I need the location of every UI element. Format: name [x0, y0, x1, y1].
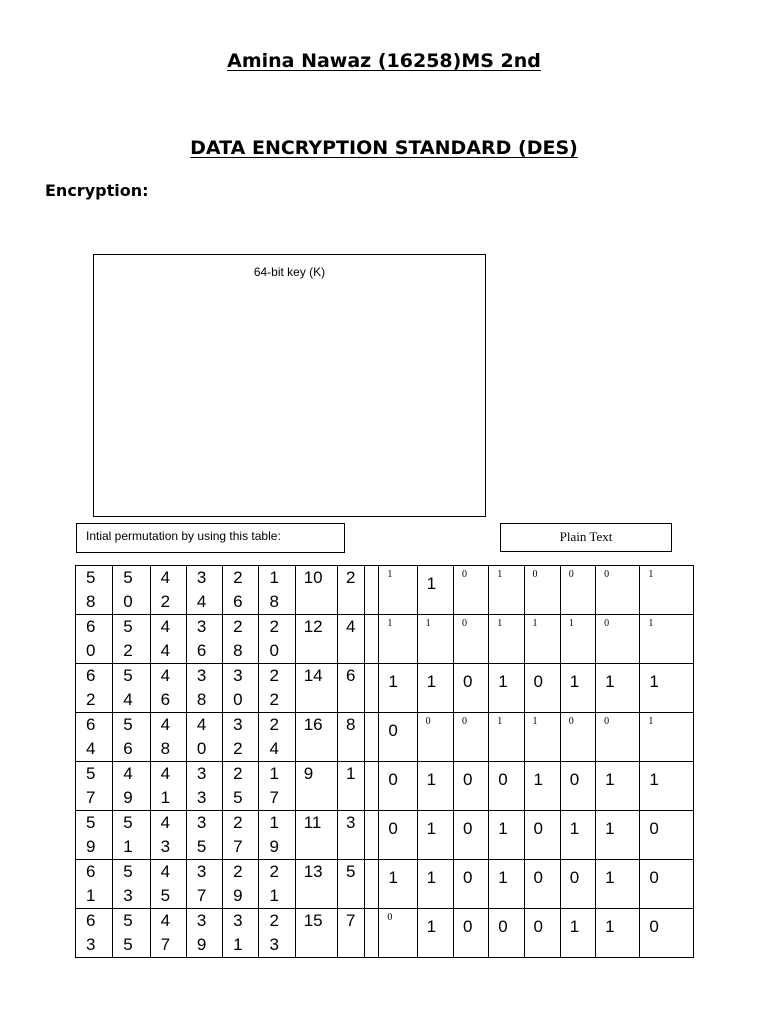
- plain-text-bit-cell: 1: [417, 615, 453, 664]
- permutation-cell: 1 9: [259, 811, 295, 860]
- separator-cell: [365, 811, 379, 860]
- plain-text-bit-cell: 0: [524, 860, 560, 909]
- permutation-cell: 3 1: [223, 909, 259, 958]
- permutation-cell: 7: [338, 909, 365, 958]
- permutation-cell: 3 3: [186, 762, 222, 811]
- plain-text-bit-cell: 1: [417, 664, 453, 713]
- permutation-cell: 2: [338, 566, 365, 615]
- plain-text-bit-cell: 0: [453, 860, 488, 909]
- separator-cell: [365, 762, 379, 811]
- permutation-cell: 16: [295, 713, 337, 762]
- permutation-cell: 5 7: [76, 762, 113, 811]
- plain-text-bit-cell: 1: [524, 762, 560, 811]
- plain-text-bit-cell: 0: [560, 713, 595, 762]
- key-box: [93, 254, 486, 517]
- permutation-cell: 4 3: [150, 811, 186, 860]
- plain-text-bit-cell: 0: [379, 762, 417, 811]
- plain-text-bit-cell: 0: [453, 664, 488, 713]
- separator-cell: [365, 909, 379, 958]
- permutation-cell: 3: [338, 811, 365, 860]
- plain-text-bit-cell: 1: [489, 664, 524, 713]
- permutation-cell: 13: [295, 860, 337, 909]
- table-row: [76, 566, 694, 615]
- plain-text-bit-cell: 0: [560, 762, 595, 811]
- plain-text-bit-cell: 0: [596, 566, 640, 615]
- permutation-cell: 2 9: [223, 860, 259, 909]
- plain-text-bit-cell: 1: [560, 615, 595, 664]
- permutation-cell: 5: [338, 860, 365, 909]
- permutation-cell: 1: [338, 762, 365, 811]
- permutation-cell: 6 4: [76, 713, 113, 762]
- permutation-cell: 12: [295, 615, 337, 664]
- permutation-cell: 8: [338, 713, 365, 762]
- permutation-cell: 4 1: [150, 762, 186, 811]
- permutation-cell: 5 1: [113, 811, 150, 860]
- plain-text-bit-cell: 0: [417, 713, 453, 762]
- separator-cell: [365, 664, 379, 713]
- permutation-cell: 2 5: [223, 762, 259, 811]
- plain-text-bit-cell: 1: [417, 811, 453, 860]
- plain-text-bit-cell: 1: [560, 664, 595, 713]
- separator-cell: [365, 615, 379, 664]
- permutation-cell: 4 5: [150, 860, 186, 909]
- permutation-cell: 4 6: [150, 664, 186, 713]
- document-title: DATA ENCRYPTION STANDARD (DES): [190, 137, 578, 159]
- permutation-cell: 6 0: [76, 615, 113, 664]
- permutation-cell: 5 6: [113, 713, 150, 762]
- plain-text-bit-cell: 0: [524, 909, 560, 958]
- plain-text-bit-cell: 1: [379, 566, 417, 615]
- permutation-cell: 3 0: [223, 664, 259, 713]
- plain-text-bit-cell: 0: [560, 860, 595, 909]
- plain-text-bit-cell: 0: [489, 762, 524, 811]
- plain-text-bit-cell: 1: [596, 860, 640, 909]
- permutation-cell: 5 8: [76, 566, 113, 615]
- plain-text-bit-cell: 0: [379, 909, 417, 958]
- plain-text-bit-cell: 1: [560, 811, 595, 860]
- separator-cell: [365, 566, 379, 615]
- plain-text-bit-cell: 0: [453, 762, 488, 811]
- permutation-cell: 2 8: [223, 615, 259, 664]
- permutation-cell: 2 6: [223, 566, 259, 615]
- plain-text-bit-cell: 1: [560, 909, 595, 958]
- permutation-cell: 3 7: [186, 860, 222, 909]
- permutation-cell: 9: [295, 762, 337, 811]
- permutation-cell: 10: [295, 566, 337, 615]
- permutation-cell: 4 2: [150, 566, 186, 615]
- permutation-cell: 6 2: [76, 664, 113, 713]
- permutation-cell: 5 3: [113, 860, 150, 909]
- permutation-cell: 4 0: [186, 713, 222, 762]
- plain-text-bit-cell: 1: [489, 713, 524, 762]
- permutation-cell: 1 8: [259, 566, 295, 615]
- permutation-cell: 3 4: [186, 566, 222, 615]
- plain-text-bit-cell: 1: [640, 664, 694, 713]
- permutation-cell: 11: [295, 811, 337, 860]
- permutation-cell: 14: [295, 664, 337, 713]
- section-heading: Encryption:: [45, 181, 149, 200]
- plain-text-bit-cell: 1: [524, 615, 560, 664]
- permutation-cell: 2 2: [259, 664, 295, 713]
- permutation-cell: 5 2: [113, 615, 150, 664]
- plain-text-bit-cell: 1: [417, 566, 453, 615]
- permutation-cell: 6 3: [76, 909, 113, 958]
- permutation-cell: 3 5: [186, 811, 222, 860]
- plain-text-bit-cell: 0: [560, 566, 595, 615]
- plain-text-bit-cell: 0: [489, 909, 524, 958]
- table-row: [76, 811, 694, 860]
- plain-text-bit-cell: 0: [453, 811, 488, 860]
- plain-text-bit-cell: 0: [379, 811, 417, 860]
- plain-text-bit-cell: 1: [417, 762, 453, 811]
- permutation-cell: 4 4: [150, 615, 186, 664]
- plain-text-bit-cell: 0: [379, 713, 417, 762]
- permutation-cell: 4 8: [150, 713, 186, 762]
- permutation-cell: 4 9: [113, 762, 150, 811]
- plain-text-bit-cell: 1: [596, 664, 640, 713]
- permutation-cell: 15: [295, 909, 337, 958]
- separator-cell: [365, 860, 379, 909]
- plain-text-bit-cell: 0: [524, 566, 560, 615]
- permutation-cell: 6: [338, 664, 365, 713]
- key-box-label: 64-bit key (K): [253, 265, 326, 279]
- plain-text-bit-cell: 1: [640, 762, 694, 811]
- permutation-cell: 4: [338, 615, 365, 664]
- permutation-cell: 3 2: [223, 713, 259, 762]
- plain-text-bit-cell: 0: [453, 909, 488, 958]
- plain-text-bit-cell: 1: [379, 615, 417, 664]
- permutation-label-box: Intial permutation by using this table:: [76, 523, 345, 553]
- author-heading: Amina Nawaz (16258)MS 2nd: [227, 50, 541, 72]
- plain-text-bit-cell: 1: [489, 811, 524, 860]
- plain-text-bit-cell: 0: [524, 811, 560, 860]
- plain-text-bit-cell: 0: [640, 811, 694, 860]
- permutation-cell: 2 0: [259, 615, 295, 664]
- permutation-cell: 3 6: [186, 615, 222, 664]
- plain-text-bit-cell: 0: [640, 909, 694, 958]
- plain-text-bit-cell: 0: [596, 713, 640, 762]
- plain-text-bit-cell: 0: [524, 664, 560, 713]
- plain-text-bit-cell: 1: [640, 713, 694, 762]
- plain-text-bit-cell: 0: [453, 713, 488, 762]
- permutation-cell: 5 5: [113, 909, 150, 958]
- plain-text-bit-cell: 0: [453, 566, 488, 615]
- plain-text-bit-cell: 0: [453, 615, 488, 664]
- plain-text-bit-cell: 1: [417, 860, 453, 909]
- plain-text-bit-cell: 1: [640, 566, 694, 615]
- plain-text-bit-cell: 1: [417, 909, 453, 958]
- permutation-cell: 2 3: [259, 909, 295, 958]
- plain-text-bit-cell: 1: [379, 860, 417, 909]
- permutation-cell: 5 9: [76, 811, 113, 860]
- table-row: [76, 860, 694, 909]
- permutation-cell: 6 1: [76, 860, 113, 909]
- permutation-cell: 2 4: [259, 713, 295, 762]
- table-row: [76, 615, 694, 664]
- plain-text-bit-cell: 1: [640, 615, 694, 664]
- plain-text-bit-cell: 1: [379, 664, 417, 713]
- table-row: [76, 713, 694, 762]
- permutation-cell: 5 4: [113, 664, 150, 713]
- separator-cell: [365, 713, 379, 762]
- plain-text-bit-cell: 1: [489, 615, 524, 664]
- plain-text-label-box: Plain Text: [500, 523, 672, 552]
- table-row: [76, 664, 694, 713]
- permutation-cell: 3 8: [186, 664, 222, 713]
- permutation-cell: 4 7: [150, 909, 186, 958]
- permutation-cell: 2 7: [223, 811, 259, 860]
- plain-text-bit-cell: 1: [489, 566, 524, 615]
- initial-permutation-table: [75, 565, 694, 958]
- table-row: [76, 909, 694, 958]
- plain-text-bit-cell: 1: [596, 909, 640, 958]
- plain-text-bit-cell: 1: [489, 860, 524, 909]
- permutation-cell: 1 7: [259, 762, 295, 811]
- plain-text-bit-cell: 0: [640, 860, 694, 909]
- plain-text-bit-cell: 0: [596, 615, 640, 664]
- permutation-cell: 5 0: [113, 566, 150, 615]
- plain-text-bit-cell: 1: [596, 811, 640, 860]
- table-row: [76, 762, 694, 811]
- permutation-cell: 2 1: [259, 860, 295, 909]
- plain-text-bit-cell: 1: [596, 762, 640, 811]
- permutation-cell: 3 9: [186, 909, 222, 958]
- plain-text-bit-cell: 1: [524, 713, 560, 762]
